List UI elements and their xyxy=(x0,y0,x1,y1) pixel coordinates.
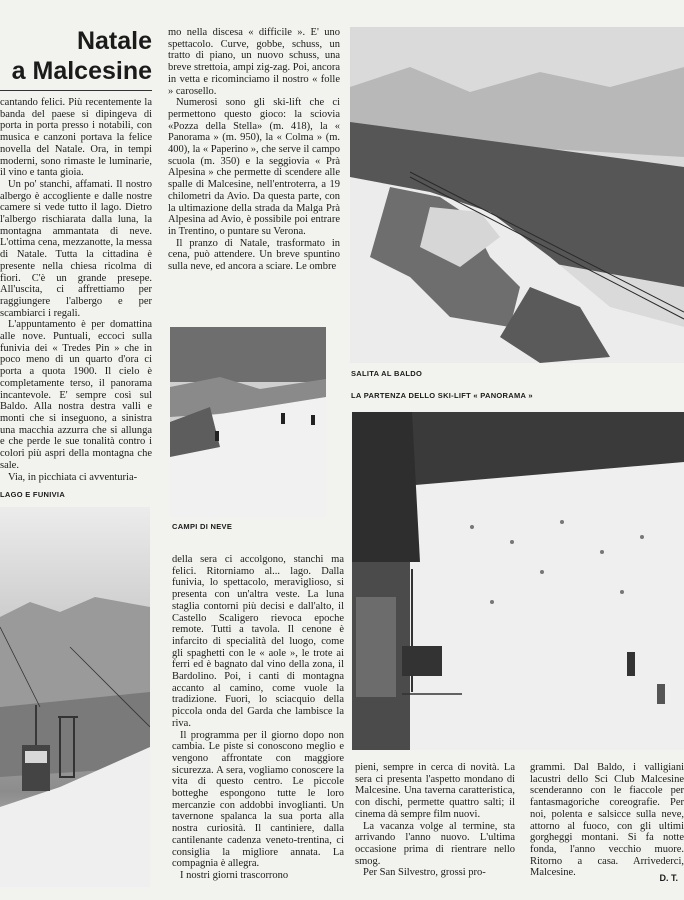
paragraph: della sera ci accolgono, stanchi ma felici. Ritorniamo al... lago. Dalla funivia, lo spettacolo, meraviglioso, si presenta con un'altra veste. La luna staglia contorni più decisi e dall'alto, il Castello Scaligero rievoca epoche remote. Tutti a tavola. Il cenone è infarcito di specialità del luogo, come gli spaghetti con le « aole », le trote ai ferri ed è bagnato dal vino della zona, il Bardolino. Poi, i canti di montagna accanto al camino, come vuole la tradizione. Fuori, lo sciacquio della piccola onda del Garda che lambisce la riva. xyxy=(172,554,344,729)
paragraph: cantando felici. Più recentemente la banda del paese si dipingeva di porta in porta presso i notabili, con musica e canzoni portava la felice novella del Natale. Ora, in tempi moderni, sono rimaste le luminarie, il vino e tanta gioia. xyxy=(0,97,152,179)
paragraph: Il pranzo di Natale, trasformato in cena, può attendere. Un breve spuntino sulla neve, ed ancora a sciare. Le ombre xyxy=(168,237,340,273)
column-2-lower-text xyxy=(172,554,344,882)
signature: D. T. xyxy=(659,873,678,883)
paragraph: Via, in picchiata ci avventuria- xyxy=(8,471,138,483)
paragraph: mo nella discesa « difficile ». E' uno spettacolo. Curve, gobbe, schuss, un tratto di piano, un nuovo schuss, una breve strettoia, ampi zig-zag. Poi, ancora in vetta e ricominciamo il nostro « folle » carosello. xyxy=(168,27,341,97)
title-line-1: Natale xyxy=(76,27,152,55)
paragraph: L'appuntamento è per domattina alle nove. Puntuali, eccoci sulla funivia dei « Tredes Pin » che in poco meno di un quarto d'ora ci porta a quota 1900. Il cielo è completamente terso, il panorama incantevole. E' sempre così sul Baldo. Alla nostra destra valli e monti che si inseguono, a sinistra una macchia azzurra che si allunga e che perde le sue tonalità contro i colori più aspri della montagna che sale. xyxy=(0,319,152,471)
photo-partenza-ski-lift xyxy=(352,412,684,750)
title-line-2: a Malcesine xyxy=(11,57,152,85)
title-rule xyxy=(0,90,152,91)
caption-partenza-ski-lift: LA PARTENZA DELLO SKI-LIFT « PANORAMA » xyxy=(351,391,533,400)
column-1-text xyxy=(0,97,152,483)
paragraph: Per San Silvestro, grossi pro- xyxy=(363,867,486,879)
article-title xyxy=(0,26,152,86)
paragraph: grammi. Dal Baldo, i valligiani lacustri dello Sci Club Malcesine scenderanno con le fiaccole per fantasmagoriche coreografie. Per noi, polenta e salsicce sulla neve, attorno al fuoco, con gli ultimi gorgheggi montani. Si fa notte fonda, l'anno vecchio muore. Ritorno a casa. Arrivederci, Malcesine. xyxy=(530,762,684,879)
paragraph: pieni, sempre in cerca di novità. La sera ci presenta l'aspetto mondano di Malcesine. Una taverna caratteristica, con dischi, permette quattro salti; il cinema dà sempre film nuovi. xyxy=(355,762,515,820)
caption-salita-al-baldo: SALITA AL BALDO xyxy=(351,369,423,378)
column-4-text xyxy=(530,762,684,879)
photo-lago-funivia xyxy=(0,507,150,887)
paragraph: Il programma per il giorno dopo non cambia. Le piste si conoscono meglio e vengono affrontate con maggiore sicurezza. A sera, vogliamo conoscere la vita di questo centro. Le piccole botteghe espongono tutte le loro mercanzie con addobbi invoglianti. Un tavernone spalanca la sua porta alla nostra curiosità. Il cantiniere, dalla cantilenante cadenza veneto-trentina, ci consiglia la migliore annata. La compagnia è allegra. xyxy=(172,729,344,870)
paragraph: Numerosi sono gli ski-lift che ci permettono questo gioco: la sciovia «Pozza della Stella» (m. 418), la « Panorama » (m. 950), la « Colma » (m. 400), la « Paperino », che serve il campo scuola (m. 350) e la seggiovia « Prà Alpesina » che permette di scendere alle spalle di Malcesine, nell'entroterra, a 19 chilometri da Avio. Da questa parte, con la ultimazione della strada da Malga Prà Alpesina ad Avio, è possibile poi entrare in Trentino, o puntare su Verona. xyxy=(168,97,340,237)
caption-campi-di-neve: CAMPI DI NEVE xyxy=(172,522,233,531)
paragraph: Un po' stanchi, affamati. Il nostro albergo è accogliente e dalle nostre camere si vede tutto il lago. Dietro l'albergo rischiarata dalla luna, la montagna ammantata di neve. L'ottima cena, mezzanotte, la messa di Natale. Tutta la cittadina è presente nella chiesa ricolma di fiori. C'è un grande presepe. All'uscita, ci affrettiamo per raggiungere l'albergo e per scambiarci i regali. xyxy=(0,178,152,319)
photo-salita-al-baldo xyxy=(350,27,684,363)
column-2-upper-text xyxy=(168,27,340,273)
photo-campi-di-neve xyxy=(170,327,326,517)
paragraph: I nostri giorni trascorrono xyxy=(180,869,289,881)
column-3-text xyxy=(355,762,515,879)
caption-lago-funivia: LAGO E FUNIVIA xyxy=(0,490,66,499)
paragraph: La vacanza volge al termine, sta arrivando l'anno nuovo. L'ultima occasione prima di rientrare nello smog. xyxy=(355,820,515,867)
